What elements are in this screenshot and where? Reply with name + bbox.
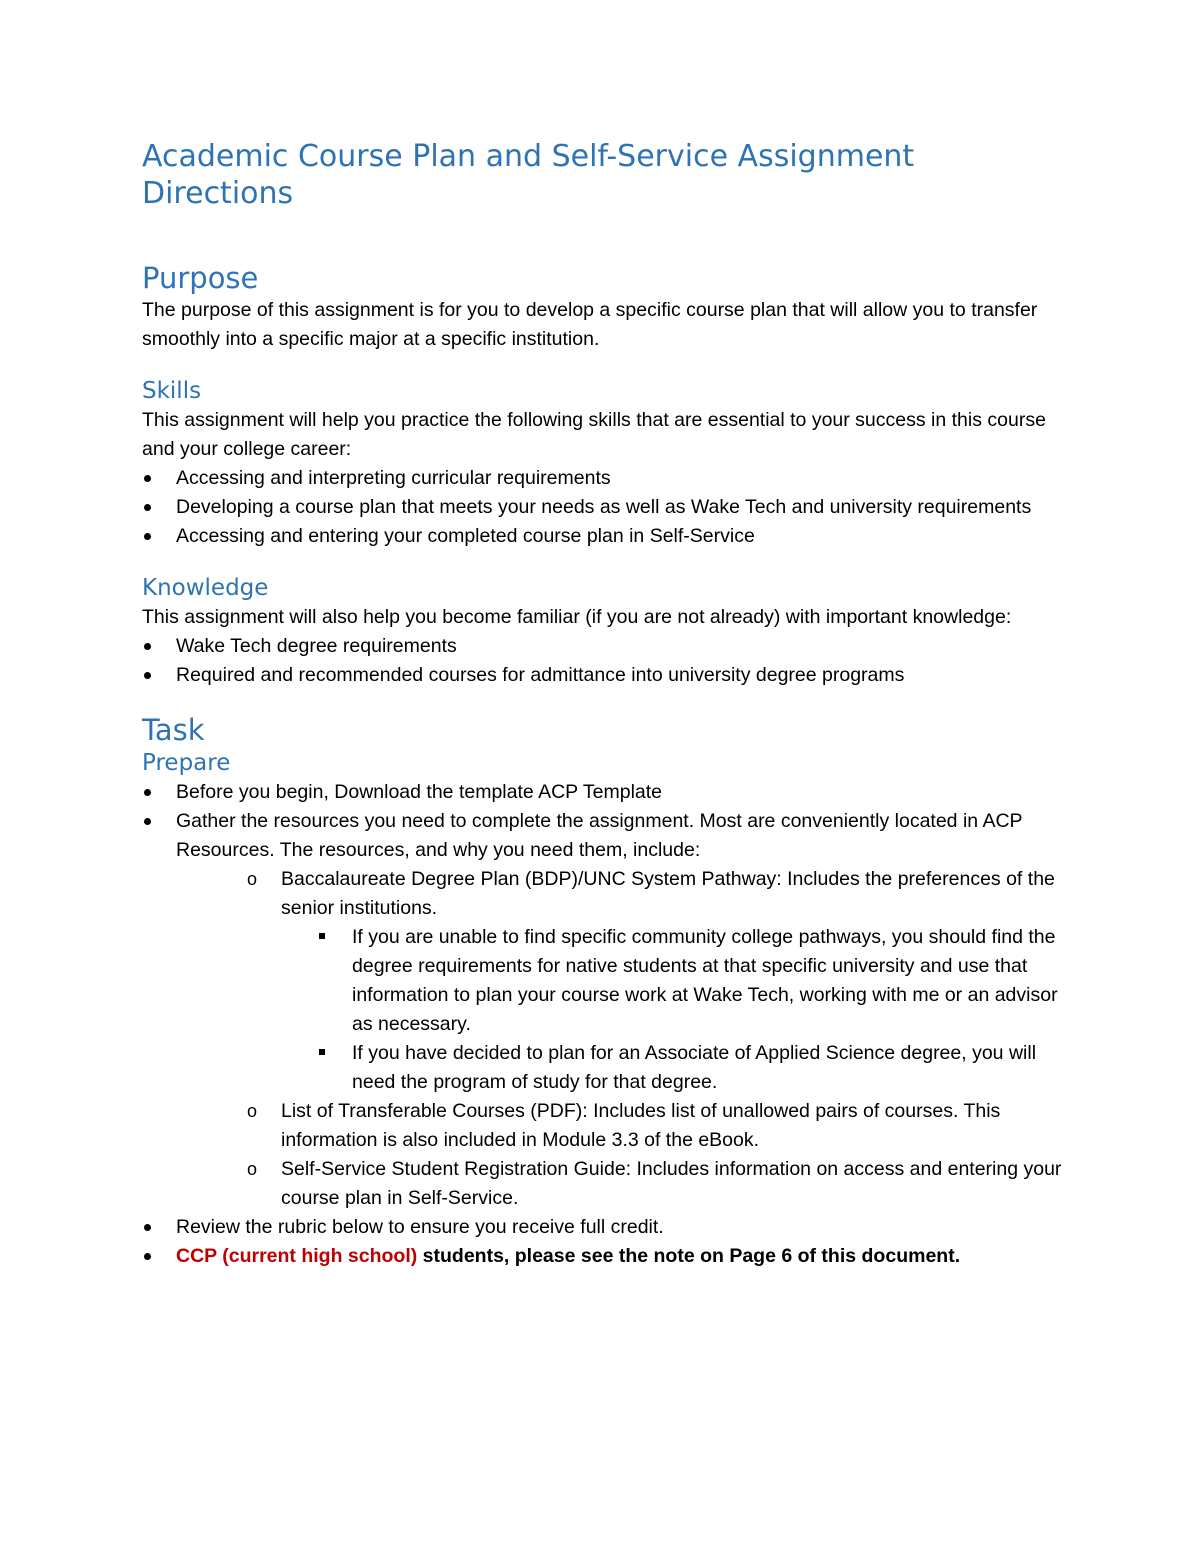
purpose-text: The purpose of this assignment is for you to develop a specific course plan that will allow you to transfer smoothly into a specific major at a specific institution.: [142, 299, 1038, 350]
skills-heading: Skills: [142, 378, 202, 404]
resource-text: Baccalaureate Degree Plan (BDP)/UNC System Pathway: Includes the preferences of the senior institutions.: [281, 868, 1055, 919]
prepare-list: [142, 778, 1072, 1271]
list-item: Developing a course plan that meets your needs as well as Wake Tech and university requirements: [142, 493, 1072, 522]
knowledge-heading: Knowledge: [142, 575, 269, 601]
circle-bullet-icon: o: [247, 1101, 258, 1121]
list-item: Required and recommended courses for admittance into university degree programs: [142, 661, 1072, 690]
skills-list: [142, 464, 1072, 551]
gather-text: Gather the resources you need to complete the assignment. Most are conveniently located in ACP Resources. The resources, and why you need them, include:: [176, 810, 1023, 861]
list-item: If you are unable to find specific community college pathways, you should find the degree requirements for native students at that specific university and use that information to plan your course work at Wake Tech, working with me or an advisor as necessary.: [281, 923, 1072, 1039]
resource-item-guide: [210, 1155, 1072, 1213]
resource-text: List of Transferable Courses (PDF): Includes list of unallowed pairs of courses. This information is also included in Module 3.3 of the eBook.: [281, 1100, 1001, 1151]
prepare-item-download: Before you begin, Download the template ACP Template: [142, 778, 1072, 807]
knowledge-list: [142, 632, 1072, 690]
circle-bullet-icon: o: [247, 1159, 258, 1179]
resource-text: Self-Service Student Registration Guide: Includes information on access and entering your course plan in Self-Service.: [281, 1158, 1062, 1209]
resource-item-bdp: [210, 865, 1072, 1097]
document-content: [142, 138, 1072, 1271]
list-item: If you have decided to plan for an Associate of Applied Science degree, you will need the program of study for that degree.: [281, 1039, 1072, 1097]
ccp-note: students, please see the note on Page 6 of this document.: [417, 1245, 961, 1267]
resource-item-transferable: [210, 1097, 1072, 1155]
prepare-heading: Prepare: [142, 750, 231, 776]
ccp-label: CCP (current high school): [176, 1245, 418, 1267]
knowledge-intro: This assignment will also help you become familiar (if you are not already) with important knowledge:: [142, 606, 1012, 628]
prepare-item-ccp: [142, 1242, 1072, 1271]
list-item: Accessing and interpreting curricular requirements: [142, 464, 1072, 493]
list-item: Accessing and entering your completed course plan in Self-Service: [142, 522, 1072, 551]
page-title: Academic Course Plan and Self-Service Assignment Directions: [142, 139, 915, 211]
prepare-item-rubric: Review the rubric below to ensure you receive full credit.: [142, 1213, 1072, 1242]
bdp-notes-list: [281, 923, 1072, 1097]
list-item: Wake Tech degree requirements: [142, 632, 1072, 661]
task-heading: Task: [142, 713, 205, 747]
resources-list: [176, 865, 1072, 1213]
prepare-item-gather: [142, 807, 1072, 1213]
purpose-heading: Purpose: [142, 261, 259, 295]
circle-bullet-icon: o: [247, 869, 258, 889]
skills-intro: This assignment will help you practice the following skills that are essential to your success in this course and your college career:: [142, 409, 1046, 460]
